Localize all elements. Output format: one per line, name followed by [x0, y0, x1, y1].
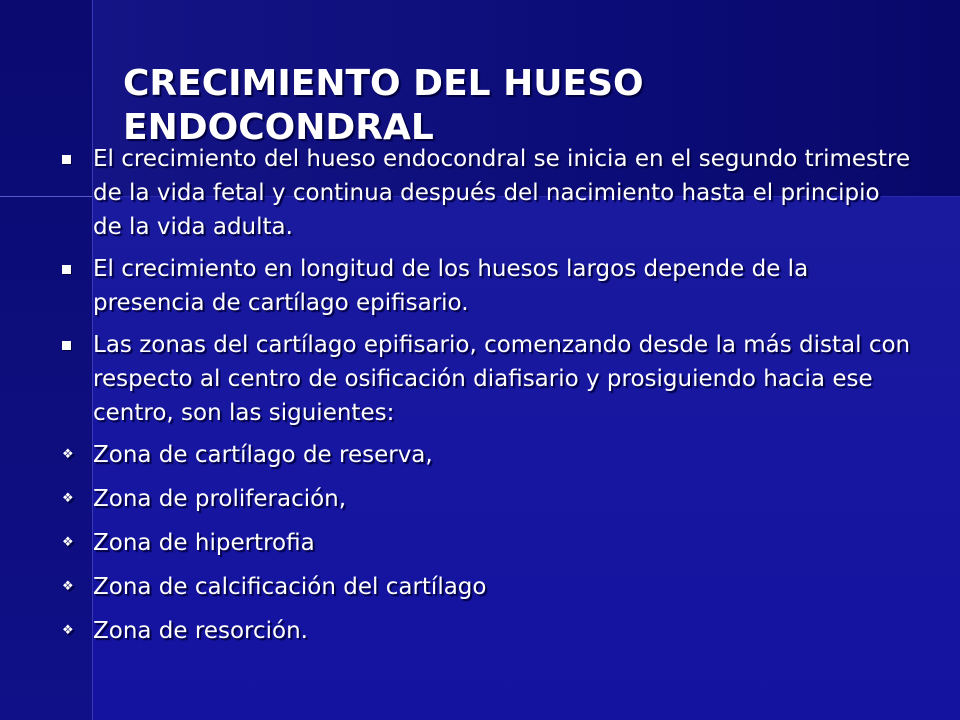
- zone-list-item: [62, 614, 912, 648]
- zone-text: Zona de hipertrofia: [93, 530, 315, 556]
- diamond-bullet-icon: ❖: [62, 491, 74, 506]
- zone-list-item: [62, 438, 912, 472]
- zone-text: Zona de calcificación del cartílago: [93, 574, 487, 600]
- diamond-bullet-icon: ❖: [62, 535, 74, 550]
- bullet-paragraph: [62, 252, 912, 320]
- zone-text: Zona de proliferación,: [93, 486, 347, 512]
- paragraph-text: El crecimiento del hueso endocondral se inicia en el segundo trimestre de la vida fetal y continua después del nacimiento hasta el principio de la vida adulta.: [93, 146, 911, 240]
- square-bullet-icon: [62, 328, 93, 362]
- diamond-bullet-icon: ❖: [62, 579, 74, 594]
- square-bullet-icon: [62, 252, 93, 286]
- slide-body: [62, 142, 912, 658]
- bullet-paragraph: [62, 328, 912, 430]
- zone-text: Zona de cartílago de reserva,: [93, 442, 433, 468]
- zone-list-item: [62, 570, 912, 604]
- diamond-bullet-icon: ❖: [62, 623, 74, 638]
- paragraph-text: Las zonas del cartílago epifisario, comenzando desde la más distal con respecto al centro de osificación diafisario y prosiguiendo hacia ese centro, son las siguientes:: [93, 332, 911, 426]
- square-bullet-icon: [62, 142, 93, 176]
- bullet-paragraph: [62, 142, 912, 244]
- paragraph-text: El crecimiento en longitud de los huesos largos depende de la presencia de cartílago epifisario.: [93, 256, 809, 316]
- slide-title: CRECIMIENTO DEL HUESO ENDOCONDRAL: [123, 63, 644, 148]
- diamond-bullet-icon: ❖: [62, 447, 74, 462]
- zone-list-item: [62, 482, 912, 516]
- zone-list-item: [62, 526, 912, 560]
- zone-text: Zona de resorción.: [93, 618, 308, 644]
